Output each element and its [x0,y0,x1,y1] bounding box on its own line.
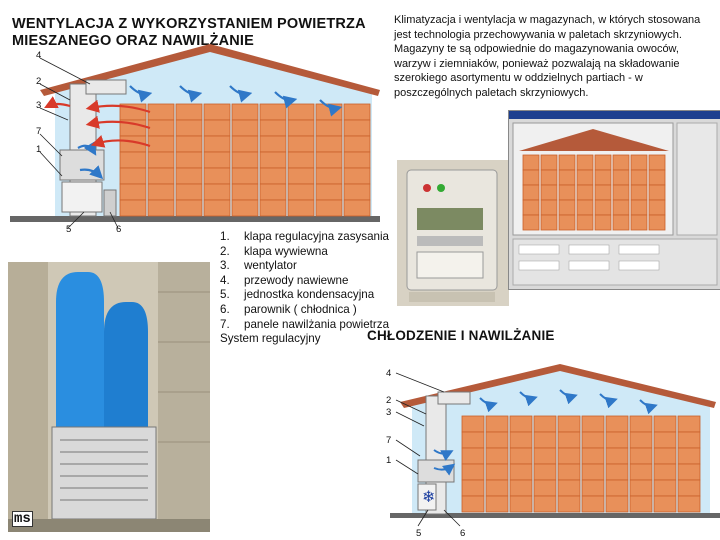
bottom-callout-7: 7 [386,435,392,446]
crate [582,416,604,432]
top-duct-elbow [86,80,126,94]
crate [613,185,629,200]
legend-item-text: przewody nawiewne [244,273,349,287]
crate [176,104,202,120]
crate [176,152,202,168]
air-handling-unit [52,427,156,519]
legend-item-text: jednostka kondensacyjna [244,288,375,302]
crate [232,104,258,120]
crate [344,136,370,152]
crate [232,152,258,168]
crate [559,200,575,215]
bottom-fan-unit [418,460,454,482]
crate [654,448,676,464]
crate [120,152,146,168]
top-humidifier [62,182,102,212]
crate [204,152,230,168]
crate [176,200,202,216]
bottom-callout-3: 3 [386,407,392,418]
top-callout-7: 7 [36,126,42,137]
crate [558,496,580,512]
crate [631,170,647,185]
crate [577,170,593,185]
crate [486,480,508,496]
legend-item-text: klapa regulacyjna zasysania [244,230,390,243]
crate [462,480,484,496]
crate [678,496,700,512]
crate [260,168,286,184]
crate [204,184,230,200]
crate [204,200,230,216]
crate [582,496,604,512]
crate [462,464,484,480]
crate [462,496,484,512]
crate [260,136,286,152]
legend-item-number: 2. [220,244,230,258]
crate [613,200,629,215]
crate [486,448,508,464]
crate [630,496,652,512]
crate [630,416,652,432]
crate [232,168,258,184]
crate [176,120,202,136]
controller-photo [397,160,509,306]
crate [654,480,676,496]
legend-item-text: wentylator [244,259,297,273]
crate [582,448,604,464]
crate [631,215,647,230]
crate [577,155,593,170]
crate [649,200,665,215]
ms-logo: ms [14,511,31,527]
description-paragraph: Klimatyzacja i wentylacja w magazynach, w których stosowana jest technologia przechowywania w paletach skrzyniowych. Magazyny te są odpowiednie do magazynowania owoców, warzyw i ziemniaków, ponieważ pozwalają na składowanie szerokiego asortymentu w oddzielnych partiach - w poszczególnych paletach skrzyniowych. [394,14,701,99]
legend-item-number: 6. [220,302,230,316]
blue-duct-left [56,272,104,432]
top-callout-1: 1 [36,144,42,155]
legend-item-number: 3. [220,259,230,273]
crate [541,170,557,185]
top-callout-4: 4 [36,50,42,61]
crate [148,136,174,152]
crate [606,496,628,512]
crate [288,168,314,184]
crate [649,215,665,230]
crate [595,170,611,185]
crate [120,200,146,216]
bottom-callout-4: 4 [386,368,392,379]
crate [510,496,532,512]
crate [288,184,314,200]
crate [523,215,539,230]
crate [559,155,575,170]
crate [486,432,508,448]
crate [558,448,580,464]
bottom-callout-6: 6 [460,528,466,539]
crate [232,184,258,200]
crate [534,416,556,432]
legend-item [220,259,390,274]
legend-item-number: 4. [220,273,230,287]
crate [176,136,202,152]
crate [344,200,370,216]
crate [630,432,652,448]
crate [559,170,575,185]
crate [316,136,342,152]
crate [510,448,532,464]
crate [232,120,258,136]
crate [316,152,342,168]
legend-list [220,230,390,332]
crate [344,168,370,184]
crate [260,184,286,200]
crate [523,155,539,170]
crate [316,184,342,200]
crate [344,104,370,120]
crate [631,185,647,200]
crate [678,464,700,480]
bottom-duct-elbow [438,392,470,404]
crate [582,464,604,480]
crate [148,200,174,216]
crate [613,155,629,170]
legend-item [220,318,390,333]
crate [678,480,700,496]
regulation-software-screenshot [508,110,720,290]
crate [176,168,202,184]
legend-item [220,245,390,260]
top-callout-2: 2 [36,76,42,87]
legend-item-number: 1. [220,230,230,243]
crate [176,184,202,200]
crate [462,432,484,448]
crate [558,480,580,496]
crate [649,170,665,185]
crate [316,120,342,136]
crate [630,448,652,464]
crate [232,136,258,152]
crate [630,480,652,496]
crate [523,200,539,215]
crate [654,432,676,448]
crate [462,448,484,464]
crate [654,416,676,432]
crate [523,170,539,185]
legend-item [220,288,390,303]
crate [595,185,611,200]
crate [678,416,700,432]
crate [582,432,604,448]
crate [204,104,230,120]
crate [613,170,629,185]
crate [577,185,593,200]
legend-item-text: parownik ( chłodnica ) [244,302,357,316]
crate [631,200,647,215]
crate [148,104,174,120]
top-fan-unit [60,150,104,180]
crate [344,120,370,136]
component-legend [220,230,390,347]
crate [534,448,556,464]
top-ventilation-diagram [0,0,390,245]
warehouse-duct-photo [8,262,210,532]
legend-item-number: 7. [220,317,230,331]
crate [288,104,314,120]
crate [606,448,628,464]
top-floor [10,216,380,222]
crate [486,464,508,480]
crate [606,464,628,480]
crate [288,152,314,168]
crate [316,168,342,184]
crate [678,448,700,464]
crate [148,184,174,200]
crate [606,416,628,432]
crate [288,120,314,136]
blue-ducts-image [8,262,210,532]
crate [678,432,700,448]
bottom-callout-5: 5 [416,528,422,539]
crate [559,215,575,230]
crate [260,104,286,120]
crate [606,432,628,448]
svg-text:❄: ❄ [422,487,436,506]
crate [344,152,370,168]
crate [486,496,508,512]
legend-item [220,274,390,289]
snowflake-icon [422,487,435,506]
top-crate-stack [120,104,370,216]
crate [288,200,314,216]
controller-device-image [397,160,509,306]
crate [654,496,676,512]
crate [344,184,370,200]
crate [595,200,611,215]
bottom-cooling-diagram [360,340,720,540]
legend-item-text: panele nawilżania powietrza [244,317,390,331]
crate [288,136,314,152]
crate [486,416,508,432]
crate [654,464,676,480]
crate [595,215,611,230]
crate [510,464,532,480]
crate [582,480,604,496]
crate [510,432,532,448]
crate [534,496,556,512]
crate [649,155,665,170]
crate [148,168,174,184]
crate [541,185,557,200]
crate [541,215,557,230]
legend-footer: System regulacyjny [220,332,321,346]
crate [558,464,580,480]
top-callout-3: 3 [36,100,42,111]
legend-item-number: 5. [220,288,230,302]
crate [534,480,556,496]
crate [510,480,532,496]
top-callout-5: 5 [66,224,72,235]
crate [148,152,174,168]
crate [260,152,286,168]
crate [577,215,593,230]
crate [541,200,557,215]
crate [558,416,580,432]
crate [204,120,230,136]
crate [260,120,286,136]
crate [462,416,484,432]
crate [595,155,611,170]
crate [649,185,665,200]
legend-item-text: klapa wywiewna [244,244,328,258]
crate [534,432,556,448]
crate [559,185,575,200]
crate [204,136,230,152]
crate [120,184,146,200]
crate [606,480,628,496]
blue-duct-right [104,302,148,432]
bottom-callout-2: 2 [386,395,392,406]
software-window-image [509,111,720,289]
crate [577,200,593,215]
top-diagram-title-line1: WENTYLACJA Z WYKORZYSTANIEM POWIETRZA [12,16,366,32]
crate [631,155,647,170]
top-diagram-title-line2: MIESZANEGO ORAZ NAWILŻANIE [12,33,255,49]
crate [534,464,556,480]
legend-item [220,230,390,245]
crate [510,416,532,432]
crate [204,168,230,184]
bottom-callout-1: 1 [386,455,392,466]
bottom-diagram-title: CHŁODZENIE I NAWILŻANIE [367,328,555,343]
crate [630,464,652,480]
crate [613,215,629,230]
crate [558,432,580,448]
crate [541,155,557,170]
crate [523,185,539,200]
top-callout-6: 6 [116,224,122,235]
crate [120,168,146,184]
crate [316,200,342,216]
crate [148,120,174,136]
crate [232,200,258,216]
crate [260,200,286,216]
legend-item [220,303,390,318]
